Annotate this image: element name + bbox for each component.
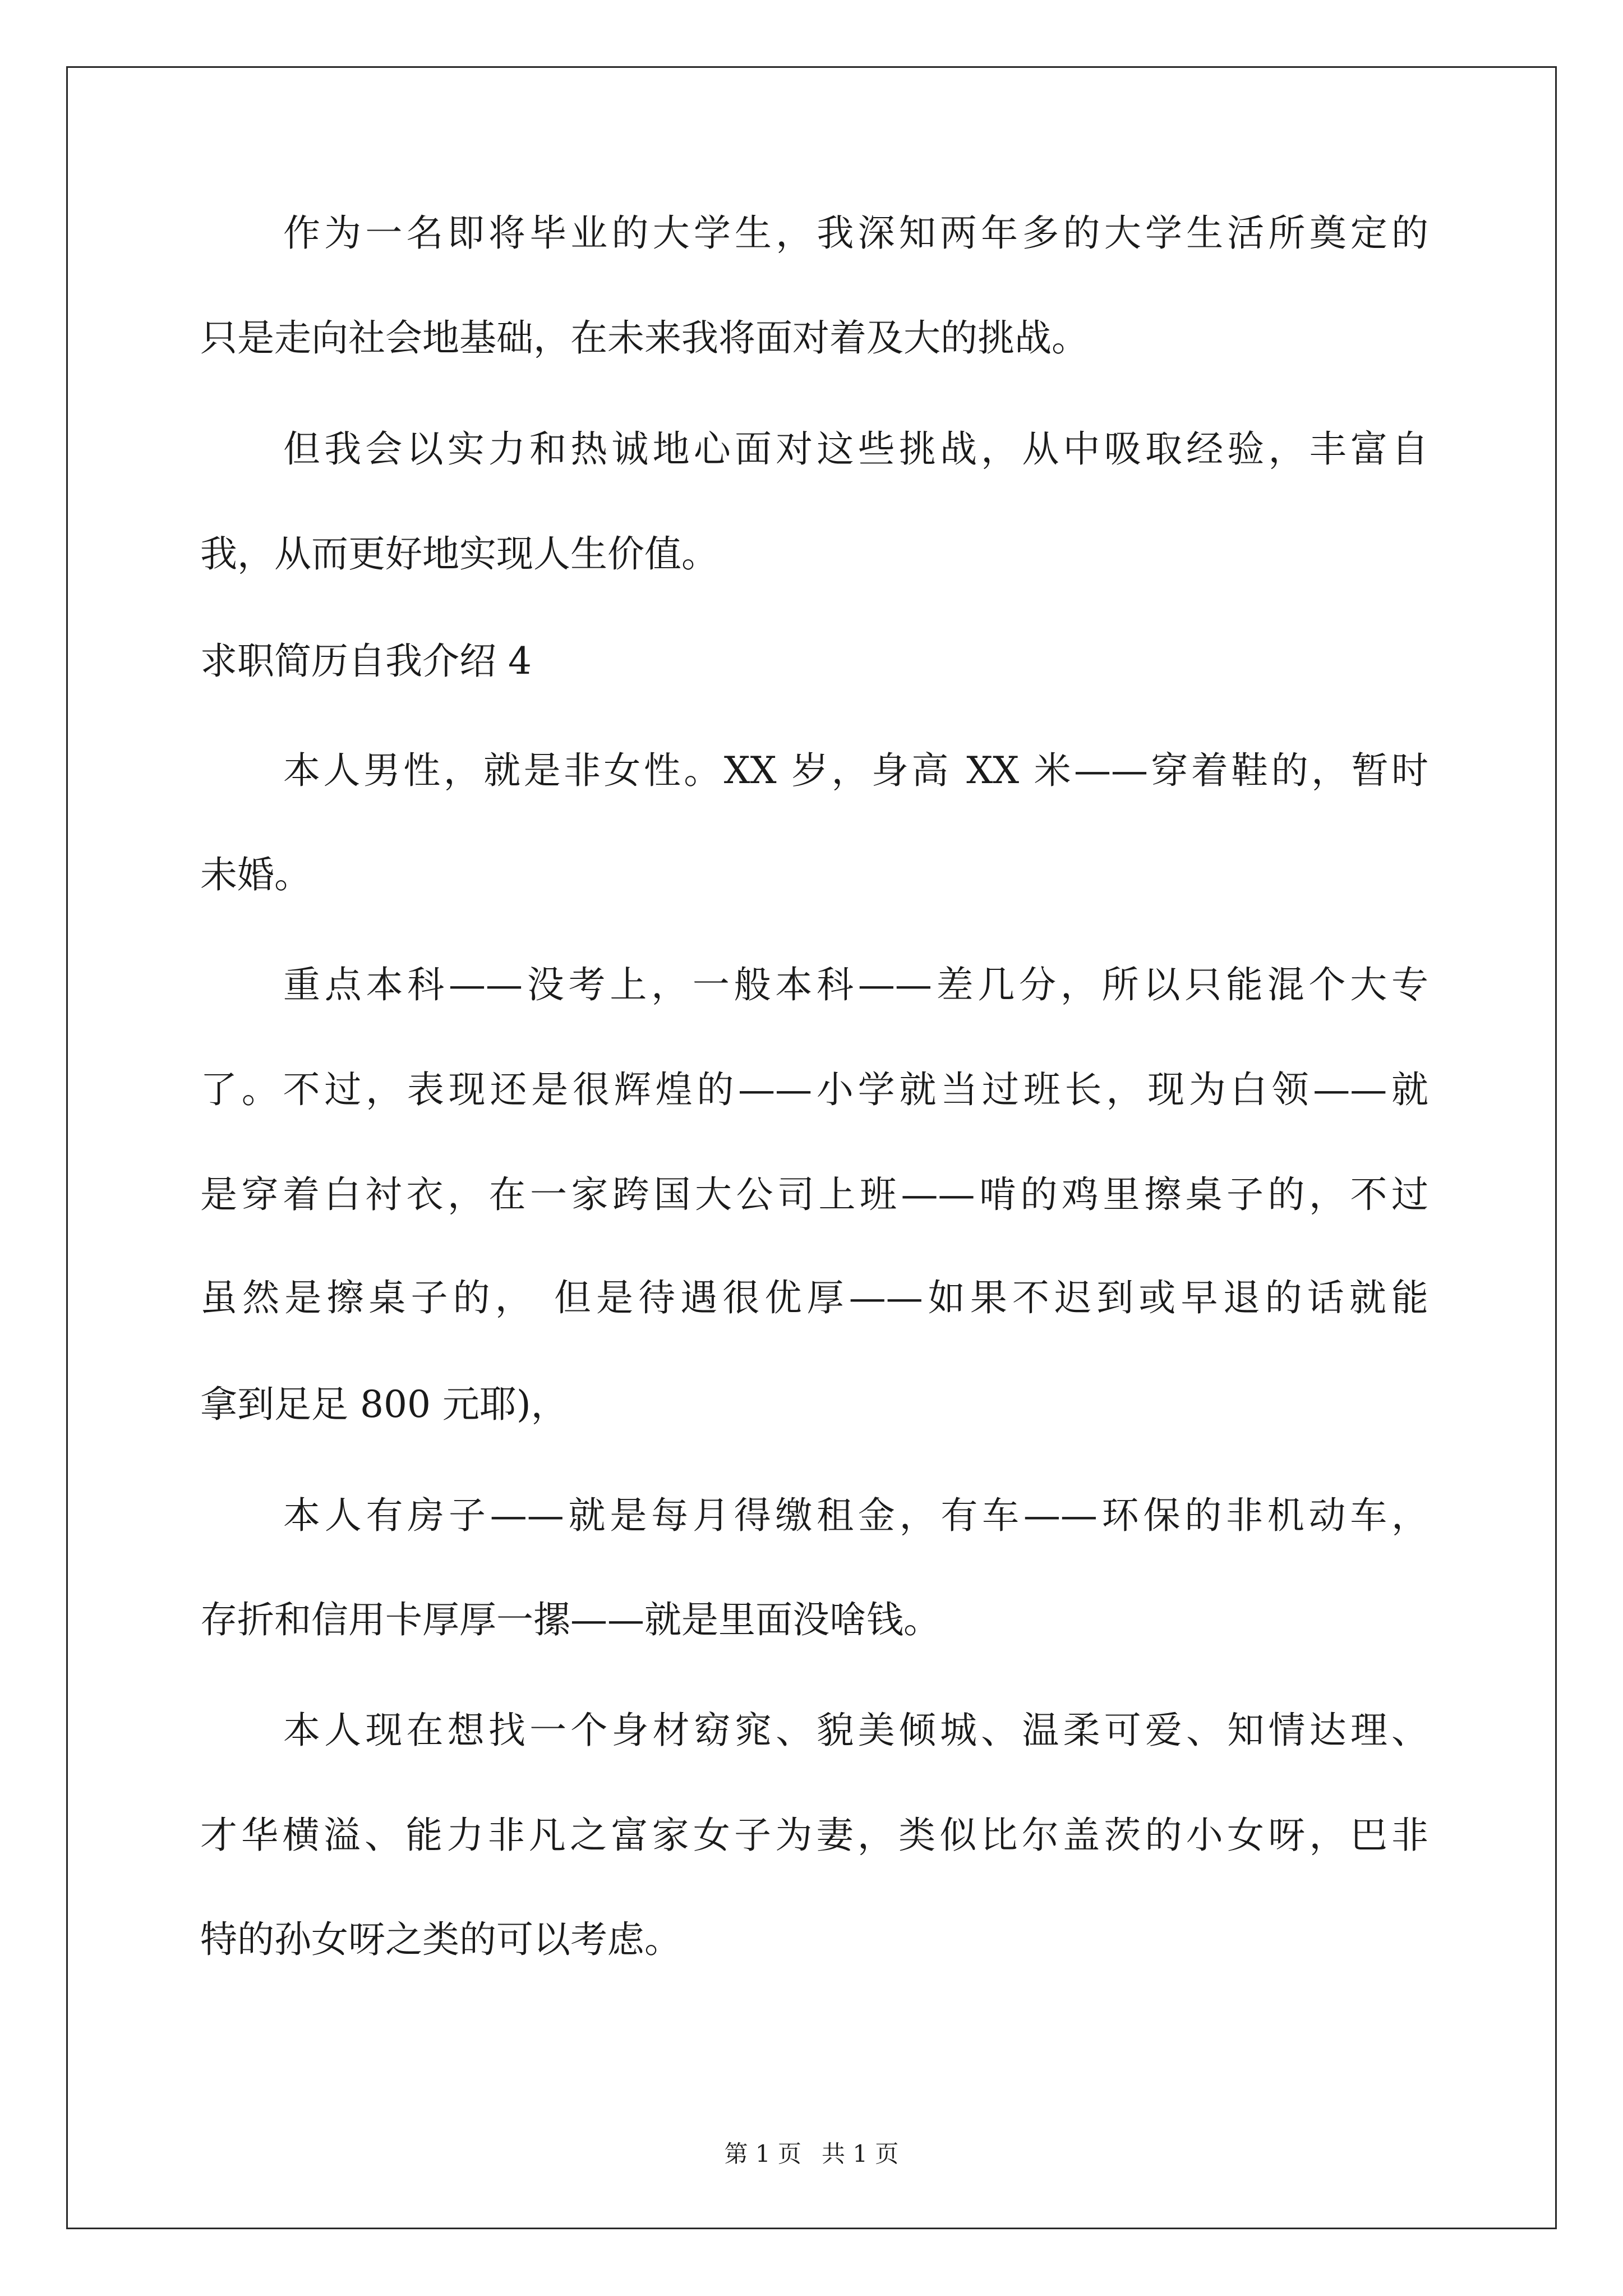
paragraph-4-line-2: 了。不过，表现还是很辉煌的——小学就当过班长，现为白领——就 xyxy=(200,1068,1428,1111)
paragraph-6-line-1: 本人现在想找一个身材窈窕、貌美倾城、温柔可爱、知情达理、 xyxy=(283,1709,1428,1752)
paragraph-2-line-2: 我，从而更好地实现人生价值。 xyxy=(200,532,718,576)
page-number: 第 1 页 xyxy=(724,2140,801,2168)
paragraph-4-line-1: 重点本科——没考上，一般本科——差几分，所以只能混个大专 xyxy=(283,963,1428,1006)
paragraph-2-line-1: 但我会以实力和热诚地心面对这些挑战，从中吸取经验，丰富自 xyxy=(283,427,1428,471)
paragraph-6-line-2: 才华横溢、能力非凡之富家女子为妻，类似比尔盖茨的小女呀，巴非 xyxy=(200,1814,1428,1857)
section-heading: 求职简历自我介绍 4 xyxy=(200,639,532,683)
page-footer xyxy=(0,2137,1623,2171)
paragraph-3-line-1: 本人男性，就是非女性。XX 岁，身高 XX 米——穿着鞋的，暂时 xyxy=(283,749,1428,792)
page-border xyxy=(66,66,1557,2229)
paragraph-4-line-4: 虽然是擦桌子的， 但是待遇很优厚——如果不迟到或早退的话就能 xyxy=(200,1276,1428,1319)
paragraph-1-line-1: 作为一名即将毕业的大学生，我深知两年多的大学生活所奠定的 xyxy=(283,211,1428,255)
paragraph-3-line-2: 未婚。 xyxy=(200,853,311,896)
paragraph-5-line-2: 存折和信用卡厚厚一摞——就是里面没啥钱。 xyxy=(200,1598,940,1641)
paragraph-4-line-3: 是穿着白衬衣，在一家跨国大公司上班——啃的鸡里擦桌子的，不过 xyxy=(200,1173,1428,1216)
paragraph-6-line-3: 特的孙女呀之类的可以考虑。 xyxy=(200,1918,681,1961)
page-total: 共 1 页 xyxy=(822,2140,899,2168)
paragraph-1-line-2: 只是走向社会地基础，在未来我将面对着及大的挑战。 xyxy=(200,316,1089,360)
paragraph-5-line-1: 本人有房子——就是每月得缴租金，有车——环保的非机动车， xyxy=(283,1494,1428,1537)
paragraph-4-line-5: 拿到足足 800 元耶)， xyxy=(200,1383,568,1426)
